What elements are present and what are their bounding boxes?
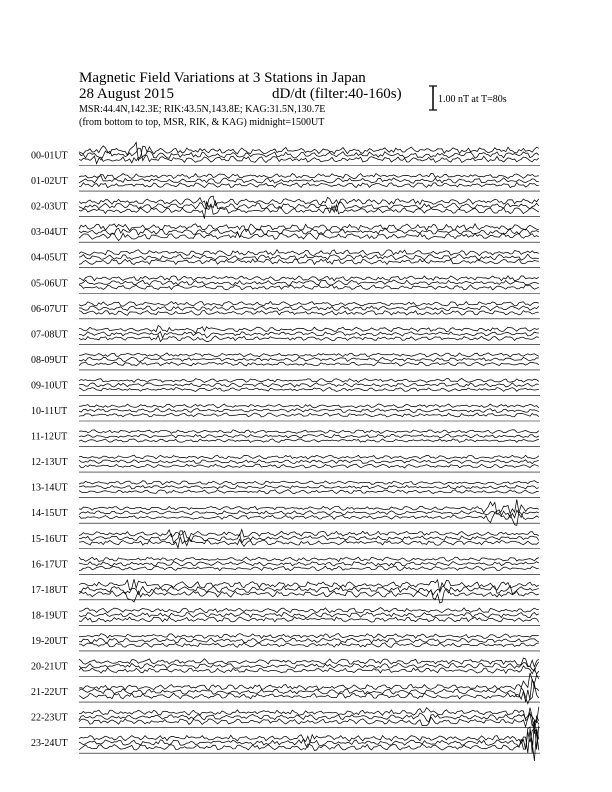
hour-label: 16-17UT xyxy=(31,559,68,571)
trace-KAG xyxy=(79,608,539,613)
hour-row-19-20UT xyxy=(31,634,540,651)
hour-row-05-06UT xyxy=(31,276,540,293)
trace-KAG xyxy=(79,499,539,514)
hour-row-13-14UT xyxy=(31,481,540,498)
hour-row-22-23UT xyxy=(31,707,540,734)
hour-label: 09-10UT xyxy=(31,380,68,392)
trace-KAG xyxy=(79,430,539,434)
scale-bar-label: 1.00 nT at T=80s xyxy=(438,94,507,105)
hour-row-18-19UT xyxy=(31,608,540,626)
trace-MSR xyxy=(79,537,539,548)
hour-label: 11-12UT xyxy=(31,431,68,443)
trace-MSR xyxy=(79,335,539,341)
trace-MSR xyxy=(79,310,539,315)
trace-KAG xyxy=(79,326,539,334)
trace-KAG xyxy=(79,173,539,179)
hour-row-14-15UT xyxy=(31,499,540,525)
hour-row-00-01UT xyxy=(31,142,540,165)
trace-KAG xyxy=(79,379,539,383)
trace-MSR xyxy=(79,617,539,622)
hour-label: 01-02UT xyxy=(31,176,68,188)
trace-MSR xyxy=(79,388,539,392)
station-coordinates: MSR:44.4N,142.3E; RIK:43.5N,143.8E; KAG:31.5N,130.7E xyxy=(79,104,326,115)
trace-KAG xyxy=(79,404,539,408)
trace-KAG xyxy=(79,481,539,485)
trace-KAG xyxy=(79,250,539,256)
chart-date: 28 August 2015 xyxy=(79,86,175,102)
trace-RIK xyxy=(79,332,539,338)
hour-label: 03-04UT xyxy=(31,227,68,239)
trace-MSR xyxy=(79,666,539,674)
trace-RIK xyxy=(79,638,539,643)
trace-RIK xyxy=(79,562,539,567)
hour-row-20-21UT xyxy=(31,658,540,676)
trace-MSR xyxy=(79,490,539,494)
hour-label: 17-18UT xyxy=(31,584,68,596)
hour-label: 10-11UT xyxy=(31,406,68,417)
trace-KAG xyxy=(79,353,539,357)
trace-RIK xyxy=(79,435,539,438)
hour-label: 06-07UT xyxy=(31,303,68,315)
hour-row-07-08UT xyxy=(31,326,540,345)
hour-row-03-04UT xyxy=(31,224,540,242)
scale-bar xyxy=(429,86,437,110)
trace-MSR xyxy=(79,566,539,571)
hour-label: 12-13UT xyxy=(31,457,68,469)
trace-KAG xyxy=(79,530,539,539)
hour-row-16-17UT xyxy=(31,557,540,574)
hour-label: 08-09UT xyxy=(31,354,68,366)
hour-row-09-10UT xyxy=(31,379,540,396)
hour-row-12-13UT xyxy=(31,455,540,472)
hour-label: 22-23UT xyxy=(31,712,68,724)
trace-RIK xyxy=(79,679,539,704)
trace-RIK xyxy=(79,612,539,617)
hour-label: 21-22UT xyxy=(31,687,68,699)
trace-MSR xyxy=(79,182,539,187)
hour-label: 05-06UT xyxy=(31,278,68,290)
trace-MSR xyxy=(79,714,539,734)
hour-rows xyxy=(31,142,540,761)
trace-KAG xyxy=(79,634,539,639)
hour-row-21-22UT xyxy=(31,673,540,704)
hour-row-01-02UT xyxy=(31,173,540,191)
hour-label: 23-24UT xyxy=(31,738,68,750)
hour-row-02-03UT xyxy=(31,196,540,219)
hour-label: 04-05UT xyxy=(31,252,68,264)
hour-row-04-05UT xyxy=(31,250,540,268)
trace-RIK xyxy=(79,383,539,387)
trace-MSR xyxy=(79,202,539,219)
trace-MSR xyxy=(79,259,539,265)
trace-MSR xyxy=(79,413,539,417)
trace-KAG xyxy=(79,302,539,307)
trace-RIK xyxy=(79,460,539,464)
hour-label: 14-15UT xyxy=(31,508,68,520)
trace-MSR xyxy=(79,439,539,443)
trace-MSR xyxy=(79,362,539,366)
hour-label: 07-08UT xyxy=(31,329,68,341)
trace-KAG xyxy=(79,673,539,690)
hour-label: 19-20UT xyxy=(31,635,68,647)
trace-RIK xyxy=(79,280,539,285)
hour-row-10-11UT xyxy=(31,404,540,421)
hour-row-17-18UT xyxy=(31,579,540,603)
trace-RIK xyxy=(79,254,539,260)
hour-row-06-07UT xyxy=(31,302,540,319)
trace-KAG xyxy=(79,276,539,281)
trace-KAG xyxy=(79,455,539,459)
trace-RIK xyxy=(79,357,539,361)
trace-RIK xyxy=(79,306,539,311)
hour-row-11-12UT xyxy=(31,430,540,447)
hour-label: 18-19UT xyxy=(31,610,68,622)
trace-order-note: (from bottom to top, MSR, RIK, & KAG) midnight=1500UT xyxy=(79,117,325,128)
hour-row-15-16UT xyxy=(31,530,540,549)
chart-title: Magnetic Field Variations at 3 Stations in Japan xyxy=(79,70,366,86)
component-filter-label: dD/dt (filter:40-160s) xyxy=(272,86,402,102)
trace-RIK xyxy=(79,409,539,413)
trace-RIK xyxy=(79,707,539,726)
trace-MSR xyxy=(79,643,539,648)
hour-label: 20-21UT xyxy=(31,661,68,673)
trace-RIK xyxy=(79,485,539,489)
trace-MSR xyxy=(79,285,539,290)
trace-MSR xyxy=(79,464,539,468)
hour-label: 00-01UT xyxy=(31,150,68,162)
trace-KAG xyxy=(79,557,539,562)
hour-label: 15-16UT xyxy=(31,533,68,545)
hour-row-08-09UT xyxy=(31,353,540,370)
hour-label: 02-03UT xyxy=(31,201,68,213)
hour-row-23-24UT xyxy=(31,720,540,761)
hour-label: 13-14UT xyxy=(31,482,68,494)
trace-MSR xyxy=(79,233,539,241)
